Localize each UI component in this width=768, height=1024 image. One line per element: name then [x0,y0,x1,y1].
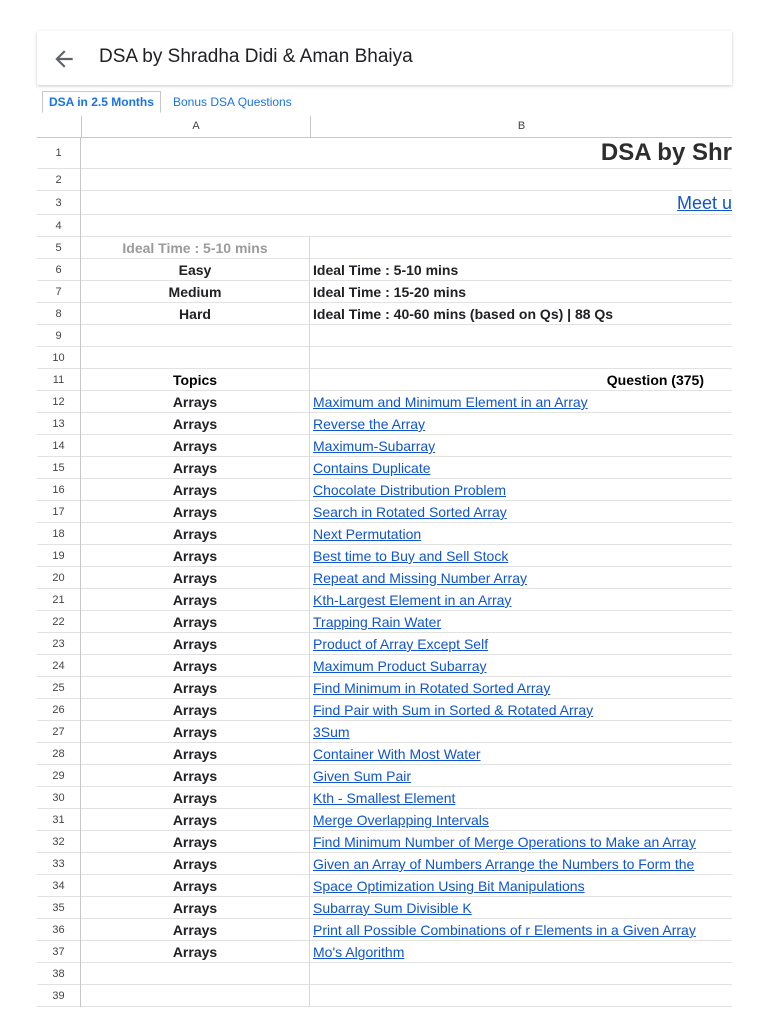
question-cell[interactable] [310,919,732,941]
topic-cell[interactable]: Arrays [81,435,310,457]
column-header-a[interactable]: A [81,116,310,137]
row-number[interactable]: 29 [37,765,81,787]
sheet-row [37,985,732,1007]
sheet-row [37,567,732,589]
topic-cell[interactable]: Arrays [81,743,310,765]
sheet-row [37,875,732,897]
sheet-row [37,347,732,369]
topic-cell[interactable]: Arrays [81,699,310,721]
question-cell[interactable] [310,567,732,589]
cell-b[interactable] [310,985,732,1007]
topic-cell[interactable]: Arrays [81,919,310,941]
sheet-row [37,589,732,611]
question-cell[interactable] [310,853,732,875]
sheet-row [37,259,732,281]
question-link[interactable]: Chocolate Distribution Problem [313,482,506,498]
question-link[interactable]: Find Minimum Number of Merge Operations to Make an Array [313,834,696,850]
row-number[interactable]: 22 [37,611,81,633]
row-number[interactable]: 25 [37,677,81,699]
sheet-row [37,435,732,457]
question-link[interactable]: Maximum and Minimum Element in an Array [313,394,588,410]
question-cell[interactable] [310,875,732,897]
difficulty-time[interactable]: Ideal Time : 40-60 mins (based on Qs) | 88 Qs [313,306,614,322]
sheet-title[interactable]: DSA by Shr [600,139,732,166]
topic-cell[interactable]: Arrays [81,721,310,743]
sheet-row [37,281,732,303]
question-cell[interactable] [310,721,732,743]
row-number[interactable]: 19 [37,545,81,567]
difficulty-time[interactable]: Ideal Time : 5-10 mins [313,262,459,278]
sheet-row [37,655,732,677]
topic-cell[interactable]: Arrays [81,831,310,853]
question-link[interactable]: Subarray Sum Divisible K [313,900,472,916]
question-link[interactable]: Kth - Smallest Element [313,790,456,806]
question-link[interactable]: Reverse the Array [313,416,426,432]
row-number[interactable]: 15 [37,457,81,479]
row-number[interactable]: 12 [37,391,81,413]
sheet-row [37,897,732,919]
sheet-row [37,457,732,479]
topic-cell[interactable]: Arrays [81,655,310,677]
grid-corner[interactable] [37,116,81,137]
topic-cell[interactable]: Arrays [81,875,310,897]
row-number[interactable]: 6 [37,259,81,281]
question-link[interactable]: Maximum-Subarray [313,438,436,454]
sheet-row [37,501,732,523]
row-number[interactable]: 23 [37,633,81,655]
question-link[interactable]: Best time to Buy and Sell Stock [313,548,509,564]
row-number[interactable]: 32 [37,831,81,853]
question-link[interactable]: Find Pair with Sum in Sorted & Rotated Array [313,702,594,718]
cell-b[interactable] [310,963,732,985]
question-cell[interactable] [310,589,732,611]
row-number[interactable]: 2 [37,169,81,191]
sheet-row [37,303,732,325]
row-number[interactable]: 9 [37,325,81,347]
row-number[interactable]: 7 [37,281,81,303]
column-header-b[interactable]: B [310,116,732,137]
sheet-row [37,369,732,391]
row-number[interactable]: 24 [37,655,81,677]
difficulty-level[interactable]: Medium [81,281,310,303]
sheet-row [37,137,732,169]
topic-cell[interactable]: Arrays [81,633,310,655]
topic-cell[interactable]: Arrays [81,677,310,699]
question-cell[interactable] [310,435,732,457]
question-cell[interactable] [310,545,732,567]
question-cell[interactable] [310,391,732,413]
row-number[interactable]: 36 [37,919,81,941]
question-cell[interactable] [310,941,732,963]
question-link[interactable]: Space Optimization Using Bit Manipulations [313,878,585,894]
tab-dsa-in-2-5-months[interactable]: DSA in 2.5 Months [42,91,161,113]
topic-cell[interactable]: Arrays [81,765,310,787]
topics-header[interactable]: Topics [81,369,310,391]
topic-cell[interactable]: Arrays [81,809,310,831]
question-cell[interactable] [310,655,732,677]
row-number[interactable]: 37 [37,941,81,963]
topic-cell[interactable]: Arrays [81,391,310,413]
row-number[interactable]: 4 [37,215,81,237]
row-number[interactable]: 28 [37,743,81,765]
topic-cell[interactable]: Arrays [81,457,310,479]
sheet-row [37,743,732,765]
topic-cell[interactable]: Arrays [81,501,310,523]
question-link[interactable]: Contains Duplicate [313,460,431,476]
question-cell[interactable] [310,479,732,501]
sheet-row [37,215,732,237]
question-link[interactable]: Maximum Product Subarray [313,658,487,674]
row-number[interactable]: 18 [37,523,81,545]
sheet-row [37,237,732,259]
row-number[interactable]: 26 [37,699,81,721]
document-title: DSA by Shradha Didi & Aman Bhaiya [99,46,413,67]
question-link[interactable]: Given Sum Pair [313,768,412,784]
question-link[interactable]: Find Minimum in Rotated Sorted Array [313,680,551,696]
difficulty-level[interactable]: Easy [81,259,310,281]
top-app-bar [37,31,732,85]
sheet-row [37,919,732,941]
question-cell[interactable] [310,633,732,655]
row-number[interactable]: 27 [37,721,81,743]
sheet-row [37,941,732,963]
topic-cell[interactable]: Arrays [81,589,310,611]
topic-cell[interactable]: Arrays [81,479,310,501]
row-number[interactable]: 11 [37,369,81,391]
question-link[interactable]: Kth-Largest Element in an Array [313,592,512,608]
question-link[interactable]: 3Sum [313,724,350,740]
sheet-row [37,523,732,545]
question-cell[interactable] [310,831,732,853]
question-link[interactable]: Trapping Rain Water [313,614,442,630]
sheet-tabs [37,91,732,113]
tab-bonus-dsa-questions[interactable]: Bonus DSA Questions [173,95,292,109]
cell-a[interactable] [81,325,310,347]
cell-b[interactable] [310,325,732,347]
meet-us-cell[interactable] [81,191,732,215]
question-link[interactable]: Product of Array Except Self [313,636,489,652]
sheet-row [37,545,732,567]
question-cell[interactable] [310,611,732,633]
row-number[interactable]: 5 [37,237,81,259]
sheet-row [37,699,732,721]
cell-a[interactable] [81,985,310,1007]
cell-a[interactable] [81,963,310,985]
row-number[interactable]: 31 [37,809,81,831]
row-number[interactable]: 1 [37,137,81,169]
row-number[interactable]: 14 [37,435,81,457]
difficulty-level[interactable]: Hard [81,303,310,325]
topic-cell[interactable]: Arrays [81,941,310,963]
sheet-row [37,413,732,435]
cell-b[interactable] [310,237,732,259]
row-number[interactable]: 8 [37,303,81,325]
row-number[interactable]: 39 [37,985,81,1007]
cell-a[interactable] [81,347,310,369]
question-link[interactable]: Given an Array of Numbers Arrange the Numbers to Form the [313,856,695,872]
topic-cell[interactable]: Arrays [81,853,310,875]
question-cell[interactable] [310,457,732,479]
topic-cell[interactable]: Arrays [81,545,310,567]
topic-cell[interactable]: Arrays [81,567,310,589]
sheet-row [37,611,732,633]
row-number[interactable]: 35 [37,897,81,919]
topic-cell[interactable]: Arrays [81,611,310,633]
question-link[interactable]: Container With Most Water [313,746,481,762]
sheet-row [37,963,732,985]
sheet-row [37,479,732,501]
question-cell[interactable] [310,787,732,809]
question-cell[interactable] [310,897,732,919]
question-cell[interactable] [310,809,732,831]
question-header[interactable]: Question (375) [606,372,704,388]
question-link[interactable]: Mo's Algorithm [313,944,405,960]
spreadsheet-grid [37,116,732,1002]
question-cell[interactable] [310,677,732,699]
row-number[interactable]: 17 [37,501,81,523]
row-number[interactable]: 20 [37,567,81,589]
topic-cell[interactable]: Arrays [81,523,310,545]
back-arrow-icon[interactable] [51,46,77,72]
question-cell[interactable] [310,743,732,765]
row-number[interactable]: 30 [37,787,81,809]
topic-cell[interactable]: Arrays [81,413,310,435]
question-cell[interactable] [310,501,732,523]
sheet-row [37,721,732,743]
row-number[interactable]: 34 [37,875,81,897]
question-cell[interactable] [310,699,732,721]
cell-b[interactable] [310,347,732,369]
sheet-row [37,831,732,853]
difficulty-time[interactable]: Ideal Time : 15-20 mins [313,284,467,300]
column-header-row [37,116,732,138]
row-number[interactable]: 38 [37,963,81,985]
row-number[interactable]: 3 [37,191,81,215]
meet-us-link[interactable]: Meet u [676,193,732,213]
row-number[interactable]: 13 [37,413,81,435]
sheet-row [37,191,732,215]
row-number[interactable]: 33 [37,853,81,875]
topic-cell[interactable]: Arrays [81,787,310,809]
question-cell[interactable] [310,413,732,435]
grid-rows [37,137,732,1007]
question-link[interactable]: Merge Overlapping Intervals [313,812,489,828]
row-number[interactable]: 21 [37,589,81,611]
ideal-time-muted[interactable]: Ideal Time : 5-10 mins [81,237,310,259]
row-number[interactable]: 10 [37,347,81,369]
question-link[interactable]: Search in Rotated Sorted Array [313,504,507,520]
sheet-row [37,809,732,831]
question-cell[interactable] [310,765,732,787]
question-link[interactable]: Repeat and Missing Number Array [313,570,527,586]
sheet-row [37,391,732,413]
row-number[interactable]: 16 [37,479,81,501]
sheet-row [37,787,732,809]
sheet-row [37,169,732,191]
question-link[interactable]: Print all Possible Combinations of r Elements in a Given Array [313,922,696,938]
sheet-row [37,765,732,787]
sheet-row [37,633,732,655]
question-cell[interactable] [310,523,732,545]
sheet-row [37,325,732,347]
question-link[interactable]: Next Permutation [313,526,422,542]
sheet-row [37,677,732,699]
sheet-row [37,853,732,875]
topic-cell[interactable]: Arrays [81,897,310,919]
